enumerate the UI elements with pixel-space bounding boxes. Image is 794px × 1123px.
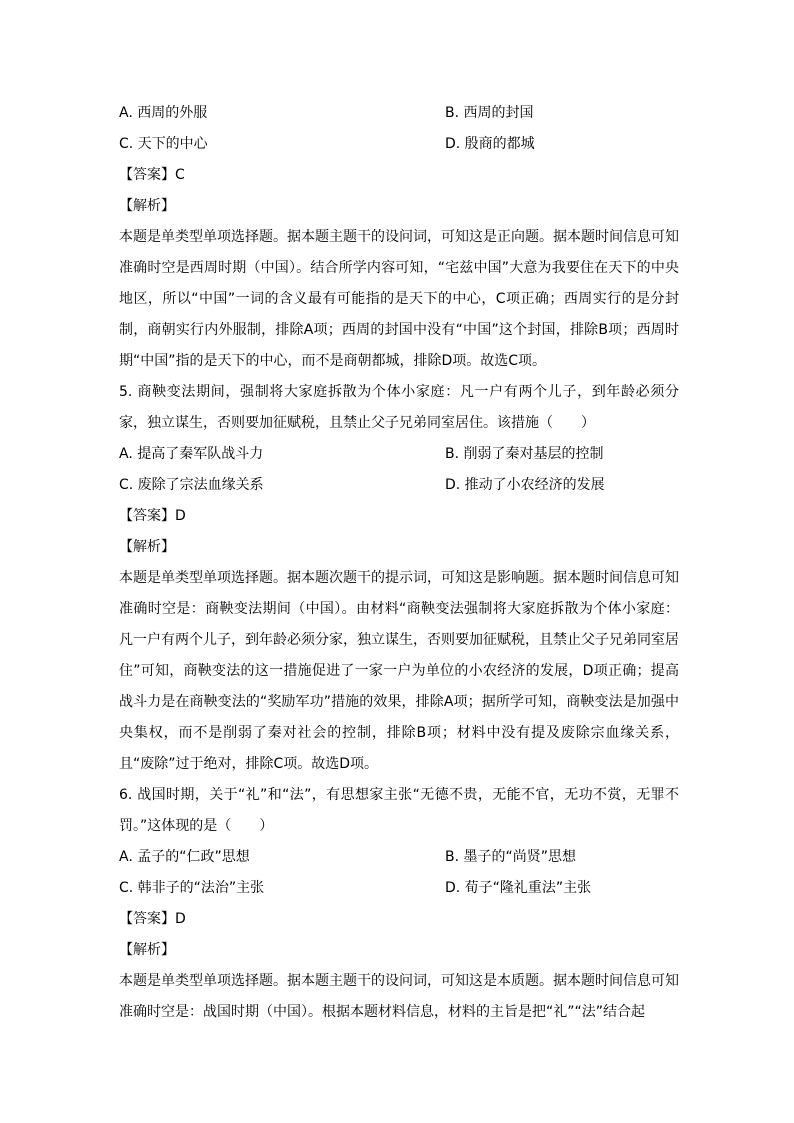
q6-stem: 6. 战国时期，关于“礼”和“法”，有思想家主张“无德不贵，无能不官，无功不赏，无罪不罚。”这体现的是（ ） bbox=[119, 787, 679, 834]
q5-option-c: C. 废除了宗法血缘关系 bbox=[119, 477, 264, 493]
q6-answer: 【答案】D bbox=[119, 911, 186, 927]
q4-answer: 【答案】C bbox=[119, 167, 185, 183]
q6-option-b: B. 墨子的“尚贤”思想 bbox=[445, 849, 577, 865]
q4-analysis-label: 【解析】 bbox=[119, 198, 175, 214]
q4-option-d: D. 殷商的都城 bbox=[445, 136, 535, 152]
q4-analysis-text: 本题是单类型单项选择题。据本题主题干的设问词，可知这是正向题。据本题时间信息可知准确时空是西周时期（中国）。结合所学内容可知，“宅兹中国”大意为我要住在天下的中央地区，所以“中国”一词的含义最有可能指的是天下的中心，C项正确；西周实行的是分封制，商朝实行内外服制，排除A项；西周的封国中没有“中国”这个封国，排除B项；西周时期“中国”指的是天下的中心，而不是商朝都城，排除D项。故选C项。 bbox=[119, 229, 679, 369]
q6-option-d: D. 荀子“隆礼重法”主张 bbox=[445, 880, 592, 896]
q6-options-row-1 bbox=[119, 842, 679, 873]
q6-option-c: C. 韩非子的“法治”主张 bbox=[119, 880, 265, 896]
q6-analysis-label: 【解析】 bbox=[119, 942, 175, 958]
q6-option-a: A. 孟子的“仁政”思想 bbox=[119, 849, 250, 865]
q6-analysis-text: 本题是单类型单项选择题。据本题主题干的设问词，可知这是本质题。据本题时间信息可知准确时空是：战国时期（中国）。根据本题材料信息，材料的主旨是把“礼”“法”结合起 bbox=[119, 973, 679, 1020]
q5-answer: 【答案】D bbox=[119, 508, 186, 524]
q5-options-row-2 bbox=[119, 470, 679, 501]
q5-option-b: B. 削弱了秦对基层的控制 bbox=[445, 446, 604, 462]
q4-options-row-2 bbox=[119, 129, 679, 160]
q4-option-a: A. 西周的外服 bbox=[119, 105, 208, 121]
q4-option-b: B. 西周的封国 bbox=[445, 105, 534, 121]
q6-options-row-2 bbox=[119, 873, 679, 904]
q4-option-c: C. 天下的中心 bbox=[119, 136, 208, 152]
document-page bbox=[119, 98, 679, 1028]
q5-analysis-text: 本题是单类型单项选择题。据本题次题干的提示词，可知这是影响题。据本题时间信息可知准确时空是：商鞅变法期间（中国）。由材料“商鞅变法强制将大家庭拆散为个体小家庭：凡一户有两个儿子，到年龄必须分家，独立谋生，否则要加征赋税，且禁止父子兄弟同室居住”可知，商鞅变法的这一措施促进了一家一户为单位的小农经济的发展，D项正确；提高战斗力是在商鞅变法的“奖励军功”措施的效果，排除A项；据所学可知，商鞅变法是加强中央集权，而不是削弱了秦对社会的控制，排除B项；材料中没有提及废除宗血缘关系，且“废除”过于绝对，排除C项。故选D项。 bbox=[119, 570, 679, 772]
q4-options-row-1 bbox=[119, 98, 679, 129]
q5-option-d: D. 推动了小农经济的发展 bbox=[445, 477, 605, 493]
q5-analysis-label: 【解析】 bbox=[119, 539, 175, 555]
q5-options-row-1 bbox=[119, 439, 679, 470]
q5-option-a: A. 提高了秦军队战斗力 bbox=[119, 446, 264, 462]
q5-stem: 5. 商鞅变法期间，强制将大家庭拆散为个体小家庭：凡一户有两个儿子，到年龄必须分家，独立谋生，否则要加征赋税，且禁止父子兄弟同室居住。该措施（ ） bbox=[119, 384, 679, 431]
